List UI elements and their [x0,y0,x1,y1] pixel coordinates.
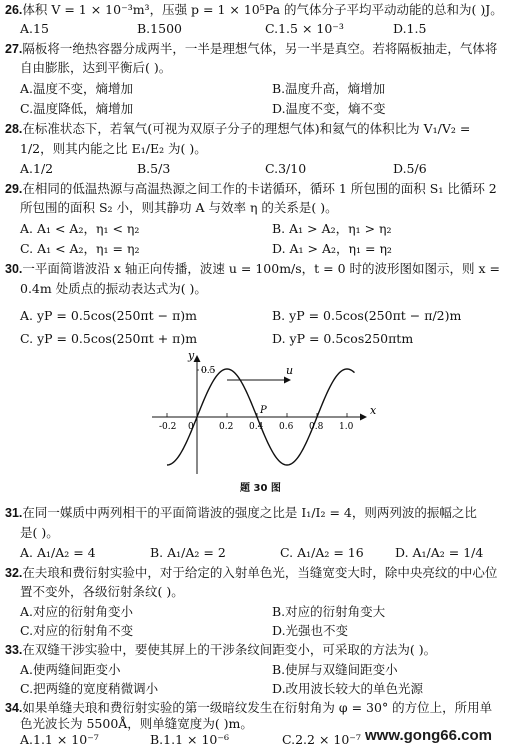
q31-text: 在同一媒质中两列相干的平面简谐波的强度之比是 I₁/I₂ = 4，则两列波的振幅之比 [22,505,477,520]
q29-number: 29. [5,182,23,196]
q33-option-b: B.使屏与双缝间距变小 [272,662,398,677]
q31-option-a: A. A₁/A₂ = 4 [20,545,96,560]
q28-option-b: B.5/3 [137,161,171,176]
q30-number: 30. [5,262,23,276]
x-axis-label: x [370,404,377,417]
q27-option-c: C.温度降低，熵增加 [20,101,134,116]
q32-option-d: D.光强也不变 [272,623,349,638]
x-tick-label: 0.8 [309,422,324,432]
q26-option-a: A.15 [20,21,49,36]
q27-option-a: A.温度不变，熵增加 [20,81,134,96]
q33-option-d: D.改用波长较大的单色光源 [272,681,424,696]
q28-option-d: D.5/6 [393,161,427,176]
q29-option-b: B. A₁ > A₂，η₁ > η₂ [272,221,392,236]
q32-option-b: B.对应的衍射角变大 [272,604,386,619]
y-axis-label: y [188,350,195,362]
watermark: www.gong66.com [365,727,492,744]
q32-number: 32. [5,566,23,580]
q29-stem-line2: 所包围的面积 S₂ 小，则其静功 A 与效率 η 的关系是( )。 [20,200,338,215]
q26-option-b: B.1500 [137,21,182,36]
q34-option-c: C.2.2 × 10⁻⁷ [282,732,361,747]
q29-option-d: D. A₁ > A₂，η₁ = η₂ [272,241,392,256]
q26-text: 体积 V = 1 × 10⁻³m³，压强 p = 1 × 10⁵Pa 的气体分子平均平动动能的总和为( )J。 [22,2,503,17]
q27-text: 隔板将一绝热容器分成两半，一半是理想气体，另一半是真空。若将隔板抽走，气体将 [22,41,498,56]
q28-option-a: A.1/2 [20,161,54,176]
q34-option-b: B.1.1 × 10⁻⁶ [150,732,229,747]
q34-number: 34. [5,701,23,715]
q33-option-a: A.使两缝间距变小 [20,662,121,677]
x-tick-label: 0.4 [249,422,264,432]
x-tick-label: 0 [188,422,194,432]
q33-stem-line1 [5,642,436,658]
q31-option-d: D. A₁/A₂ = 1/4 [395,545,484,560]
q32-option-a: A.对应的衍射角变小 [20,604,134,619]
q26-stem [5,2,503,18]
q32-stem-line1 [5,565,497,581]
q31-option-c: C. A₁/A₂ = 16 [280,545,364,560]
q28-stem-line1 [5,121,470,137]
q29-text: 在相同的低温热源与高温热源之间工作的卡诺循环，循环 1 所包围的面积 S₁ 比循环 2 [22,181,497,196]
wave-figure [150,350,380,478]
q29-option-c: C. A₁ < A₂，η₁ = η₂ [20,241,140,256]
q28-stem-line2: 1/2，则其内能之比 E₁/E₂ 为( )。 [20,141,207,156]
q34-text: 如果单缝夫琅和费衍射实验的第一级暗纹发生在衍射角为 φ = 30° 的方位上，所用单 [22,700,493,715]
q34-option-a: A.1.1 × 10⁻⁷ [20,732,99,747]
q30-option-b: B. yP = 0.5cos(250πt − π/2)m [272,308,462,323]
q30-stem-line2: 0.4m 处质点的振动表达式为( )。 [20,281,207,296]
q31-stem-line2: 是( )。 [20,525,59,540]
q31-option-b: B. A₁/A₂ = 2 [150,545,226,560]
q34-stem-line2: 色光波长为 5500Å，则单缝宽度为( )m。 [20,716,253,731]
q28-text: 在标准状态下，若氧气(可视为双原子分子的理想气体)和氦气的体积比为 V₁/V₂ = [22,121,471,136]
q32-text: 在夫琅和费衍射实验中，对于给定的入射单色光，当缝宽变大时，除中央亮纹的中心位 [22,565,498,580]
q27-stem-line2: 自由膨胀，达到平衡后( )。 [20,60,172,75]
q26-option-c: C.1.5 × 10⁻³ [265,21,344,36]
q27-number: 27. [5,42,23,56]
q30-option-d: D. yP = 0.5cos250πtm [272,331,414,346]
q30-option-a: A. yP = 0.5cos(250πt − π)m [20,308,198,323]
q28-number: 28. [5,122,23,136]
q27-stem-line1 [5,41,497,57]
q31-number: 31. [5,506,23,520]
q33-option-c: C.把两缝的宽度稍微调小 [20,681,159,696]
q32-stem-line2: 置不变外，各级衍射条纹( )。 [20,584,184,599]
x-tick-label: 0.2 [219,422,234,432]
q34-stem-line1 [5,700,492,716]
q30-text: 一平面简谐波沿 x 轴正向传播，波速 u = 100m/s，t = 0 时的波形图如图示，则 x = [22,261,501,276]
q30-option-c: C. yP = 0.5cos(250πt + π)m [20,331,198,346]
q30-stem-line1 [5,261,500,277]
q26-number: 26. [5,3,23,17]
q29-option-a: A. A₁ < A₂，η₁ < η₂ [20,221,140,236]
x-tick-label: 0.6 [279,422,294,432]
q26-option-d: D.1.5 [393,21,427,36]
q33-number: 33. [5,643,23,657]
amplitude-label: 0.5 [201,366,216,376]
q27-option-b: B.温度升高，熵增加 [272,81,386,96]
q29-stem-line1 [5,181,497,197]
q27-option-d: D.温度不变，熵不变 [272,101,386,116]
x-tick-label: -0.2 [159,422,177,432]
point-p-label: P [260,405,267,416]
q31-stem-line1 [5,505,477,521]
q32-option-c: C.对应的衍射角不变 [20,623,134,638]
x-tick-label: 1.0 [339,422,354,432]
velocity-label: u [286,364,294,377]
figure-caption: 题 30 图 [240,483,281,494]
q33-text: 在双缝干涉实验中，要使其屏上的干涉条纹间距变小，可采取的方法为( )。 [22,642,437,657]
q28-option-c: C.3/10 [265,161,307,176]
